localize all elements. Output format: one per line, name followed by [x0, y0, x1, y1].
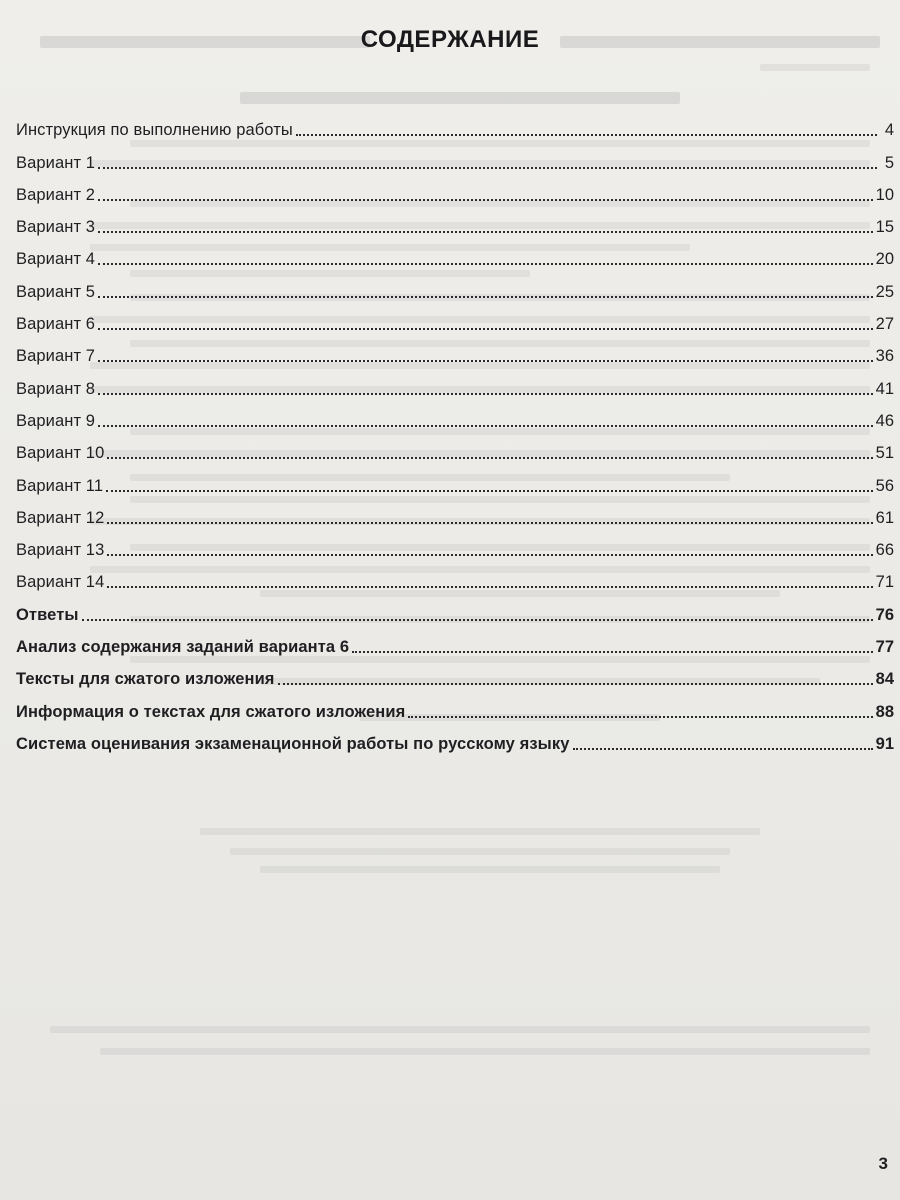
toc-entry [16, 205, 894, 237]
toc-entry-title: Вариант 3 [16, 218, 96, 237]
toc-entry-title: Вариант 9 [16, 411, 96, 430]
dot-leader [98, 198, 873, 201]
toc-entry-page: 27 [875, 315, 894, 334]
toc-entry-page: 66 [875, 541, 894, 560]
dot-leader [98, 230, 873, 233]
dot-leader [98, 424, 873, 427]
page-number: 3 [878, 1154, 888, 1173]
dot-leader [278, 682, 873, 685]
toc-entry-page: 88 [875, 702, 894, 721]
toc-entry-title: Вариант 12 [16, 508, 105, 527]
toc-entry [16, 625, 894, 657]
toc-entry-page: 84 [875, 670, 894, 689]
toc-entry-page: 15 [875, 218, 894, 237]
dot-leader [98, 359, 873, 362]
toc-entry-title: Вариант 8 [16, 379, 96, 398]
toc-entry [16, 463, 894, 495]
toc-entry-page: 76 [875, 605, 894, 624]
toc-entry-title: Вариант 6 [16, 315, 96, 334]
toc-entry [16, 592, 894, 624]
toc-entry-page: 71 [875, 573, 894, 592]
toc-entry-title: Вариант 5 [16, 282, 96, 301]
toc-entry-page: 51 [875, 444, 894, 463]
toc-entry-title: Вариант 13 [16, 541, 105, 560]
page-title: СОДЕРЖАНИЕ [360, 26, 540, 53]
toc-entry [16, 431, 894, 463]
dot-leader [573, 747, 873, 750]
toc-entry [16, 560, 894, 592]
toc-entry-title: Ответы [16, 605, 79, 624]
toc-entry-title: Тексты для сжатого изложения [16, 670, 275, 689]
toc-entry [16, 689, 894, 721]
toc-entry-title: Вариант 7 [16, 347, 96, 366]
toc-entry [16, 237, 894, 269]
toc-entry-page: 41 [875, 379, 894, 398]
toc-entry [16, 173, 894, 205]
dot-leader [107, 521, 872, 524]
toc-entry-title: Анализ содержания заданий варианта 6 [16, 638, 350, 657]
toc-entry-title: Вариант 11 [16, 476, 104, 495]
toc-entry [16, 366, 894, 398]
dot-leader [408, 715, 872, 718]
toc-entry-page: 61 [875, 508, 894, 527]
toc-entry-title: Вариант 2 [16, 185, 96, 204]
table-of-contents [16, 108, 894, 754]
toc-entry-title: Инструкция по выполнению работы [16, 121, 293, 140]
dot-leader [98, 327, 873, 330]
toc-entry-title: Вариант 10 [16, 444, 105, 463]
dot-leader [98, 262, 873, 265]
toc-entry-page: 10 [875, 185, 894, 204]
toc-entry [16, 108, 894, 140]
toc-entry-page: 91 [875, 734, 894, 753]
dot-leader [352, 650, 872, 653]
toc-entry-page: 20 [875, 250, 894, 269]
dot-leader [106, 489, 873, 492]
toc-entry-title: Система оценивания экзаменационной работы по русскому языку [16, 734, 570, 753]
dot-leader [98, 166, 877, 169]
toc-entry [16, 140, 894, 172]
toc-entry-title: Информация о текстах для сжатого изложения [16, 702, 406, 721]
toc-entry [16, 722, 894, 754]
toc-entry [16, 334, 894, 366]
toc-entry [16, 399, 894, 431]
toc-entry-title: Вариант 1 [16, 153, 96, 172]
toc-entry-page: 77 [875, 638, 894, 657]
dot-leader [82, 618, 873, 621]
toc-entry-page: 25 [875, 282, 894, 301]
dot-leader [107, 456, 872, 459]
toc-entry [16, 302, 894, 334]
dot-leader [296, 133, 877, 136]
toc-entry [16, 528, 894, 560]
dot-leader [98, 392, 873, 395]
toc-entry-page: 46 [875, 411, 894, 430]
toc-entry-page: 56 [875, 476, 894, 495]
toc-entry [16, 496, 894, 528]
toc-entry-title: Вариант 14 [16, 573, 105, 592]
toc-entry-page: 4 [884, 121, 894, 140]
toc-entry [16, 657, 894, 689]
dot-leader [107, 585, 872, 588]
toc-entry-page: 36 [875, 347, 894, 366]
toc-entry-title: Вариант 4 [16, 250, 96, 269]
dot-leader [98, 295, 873, 298]
dot-leader [107, 553, 872, 556]
toc-entry [16, 269, 894, 301]
toc-entry-page: 5 [884, 153, 894, 172]
